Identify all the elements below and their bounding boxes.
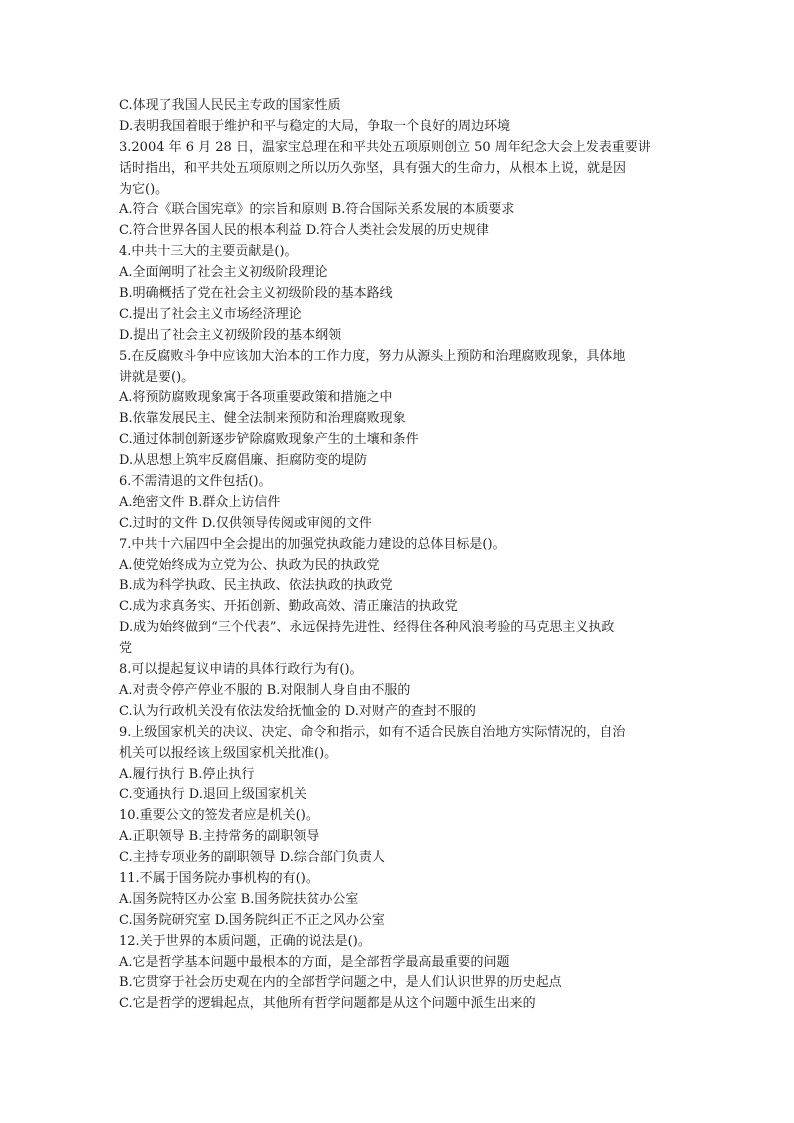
text-line: 9.上级国家机关的决议、决定、命令和指示，如有不适合民族自治地方实际情况的，自治 [119, 724, 626, 740]
text-line: C.它是哲学的逻辑起点，其他所有哲学问题都是从这个问题中派生出来的 [119, 996, 536, 1012]
text-line: C.成为求真务实、开拓创新、勤政高效、清正廉洁的执政党 [119, 599, 458, 615]
text-line: 12.关于世界的本质问题，正确的说法是()。 [119, 933, 371, 949]
text-line: A.符合《联合国宪章》的宗旨和原则 B.符合国际关系发展的本质要求 [119, 202, 515, 218]
text-line: 3.2004 年 6 月 28 日，温家宝总理在和平共处五项原则创立 50 周年纪念大会上发表重要讲 [119, 139, 651, 155]
text-line: 党 [119, 641, 133, 657]
text-line: A.正职领导 B.主持常务的副职领导 [119, 829, 320, 845]
text-line: C.过时的文件 D.仅供领导传阅或审阅的文件 [119, 515, 372, 531]
text-line: D.从思想上筑牢反腐倡廉、拒腐防变的堤防 [119, 453, 368, 469]
text-line: A.它是哲学基本问题中最根本的方面，是全部哲学最高最重要的问题 [119, 954, 510, 970]
text-line: C.体现了我国人民民主专政的国家性质 [119, 98, 341, 113]
text-line: 5.在反腐败斗争中应该加大治本的工作力度，努力从源头上预防和治理腐败现象，具体地 [119, 348, 626, 364]
text-line: 11.不属于国务院办事机构的有()。 [119, 870, 319, 886]
text-line: C.国务院研究室 D.国务院纠正不正之风办公室 [119, 912, 385, 928]
text-line: 4.中共十三大的主要贡献是()。 [119, 244, 298, 260]
text-line: A.将预防腐败现象寓于各项重要政策和措施之中 [119, 390, 393, 406]
text-line: C.符合世界各国人民的根本利益 D.符合人类社会发展的历史规律 [119, 223, 489, 239]
text-line: A.全面阐明了社会主义初级阶段理论 [119, 265, 328, 281]
text-line: C.通过体制创新逐步铲除腐败现象产生的土壤和条件 [119, 432, 419, 448]
text-line: 机关可以报经该上级国家机关批准()。 [119, 745, 338, 761]
text-line: B.明确概括了党在社会主义初级阶段的基本路线 [119, 286, 393, 302]
text-line: A.履行执行 B.停止执行 [119, 766, 255, 782]
text-line: C.提出了社会主义市场经济理论 [119, 306, 302, 322]
text-line: 10.重要公文的签发者应是机关()。 [119, 808, 319, 824]
text-line: 为它()。 [119, 181, 169, 197]
text-line: D.表明我国着眼于维护和平与稳定的大局，争取一个良好的周边环境 [119, 118, 511, 134]
text-line: A.国务院特区办公室 B.国务院扶贫办公室 [119, 891, 359, 907]
text-line: 6.不需清退的文件包括()。 [119, 474, 272, 490]
text-line: 8.可以提起复议申请的具体行政行为有()。 [119, 662, 363, 678]
text-line: B.依靠发展民主、健全法制来预防和治理腐败现象 [119, 411, 406, 427]
text-line: 7.中共十六届四中全会提出的加强党执政能力建设的总体目标是()。 [119, 536, 506, 552]
text-line: B.它贯穿于社会历史观在内的全部哲学问题之中，是人们认识世界的历史起点 [119, 975, 562, 991]
text-line: D.成为始终做到“三个代表”、永远保持先进性、经得住各种风浪考验的马克思主义执政 [119, 620, 615, 636]
text-line: 话时指出，和平共处五项原则之所以历久弥坚，具有强大的生命力，从根本上说，就是因 [119, 160, 627, 176]
text-line: C.认为行政机关没有依法发给抚恤金的 D.对财产的查封不服的 [119, 703, 476, 719]
text-line: C.变通执行 D.退回上级国家机关 [119, 787, 307, 803]
text-line: B.成为科学执政、民主执政、依法执政的执政党 [119, 578, 393, 594]
document-page [119, 96, 679, 1015]
text-line: A.对责令停产停业不服的 B.对限制人身自由不服的 [119, 682, 411, 698]
text-line: A.使党始终成为立党为公、执政为民的执政党 [119, 557, 380, 573]
text-line: 讲就是要()。 [119, 369, 195, 385]
text-line: A.绝密文件 B.群众上访信件 [119, 494, 281, 510]
text-line: C.主持专项业务的副职领导 D.综合部门负责人 [119, 850, 385, 866]
text-line: D.提出了社会主义初级阶段的基本纲领 [119, 327, 342, 343]
